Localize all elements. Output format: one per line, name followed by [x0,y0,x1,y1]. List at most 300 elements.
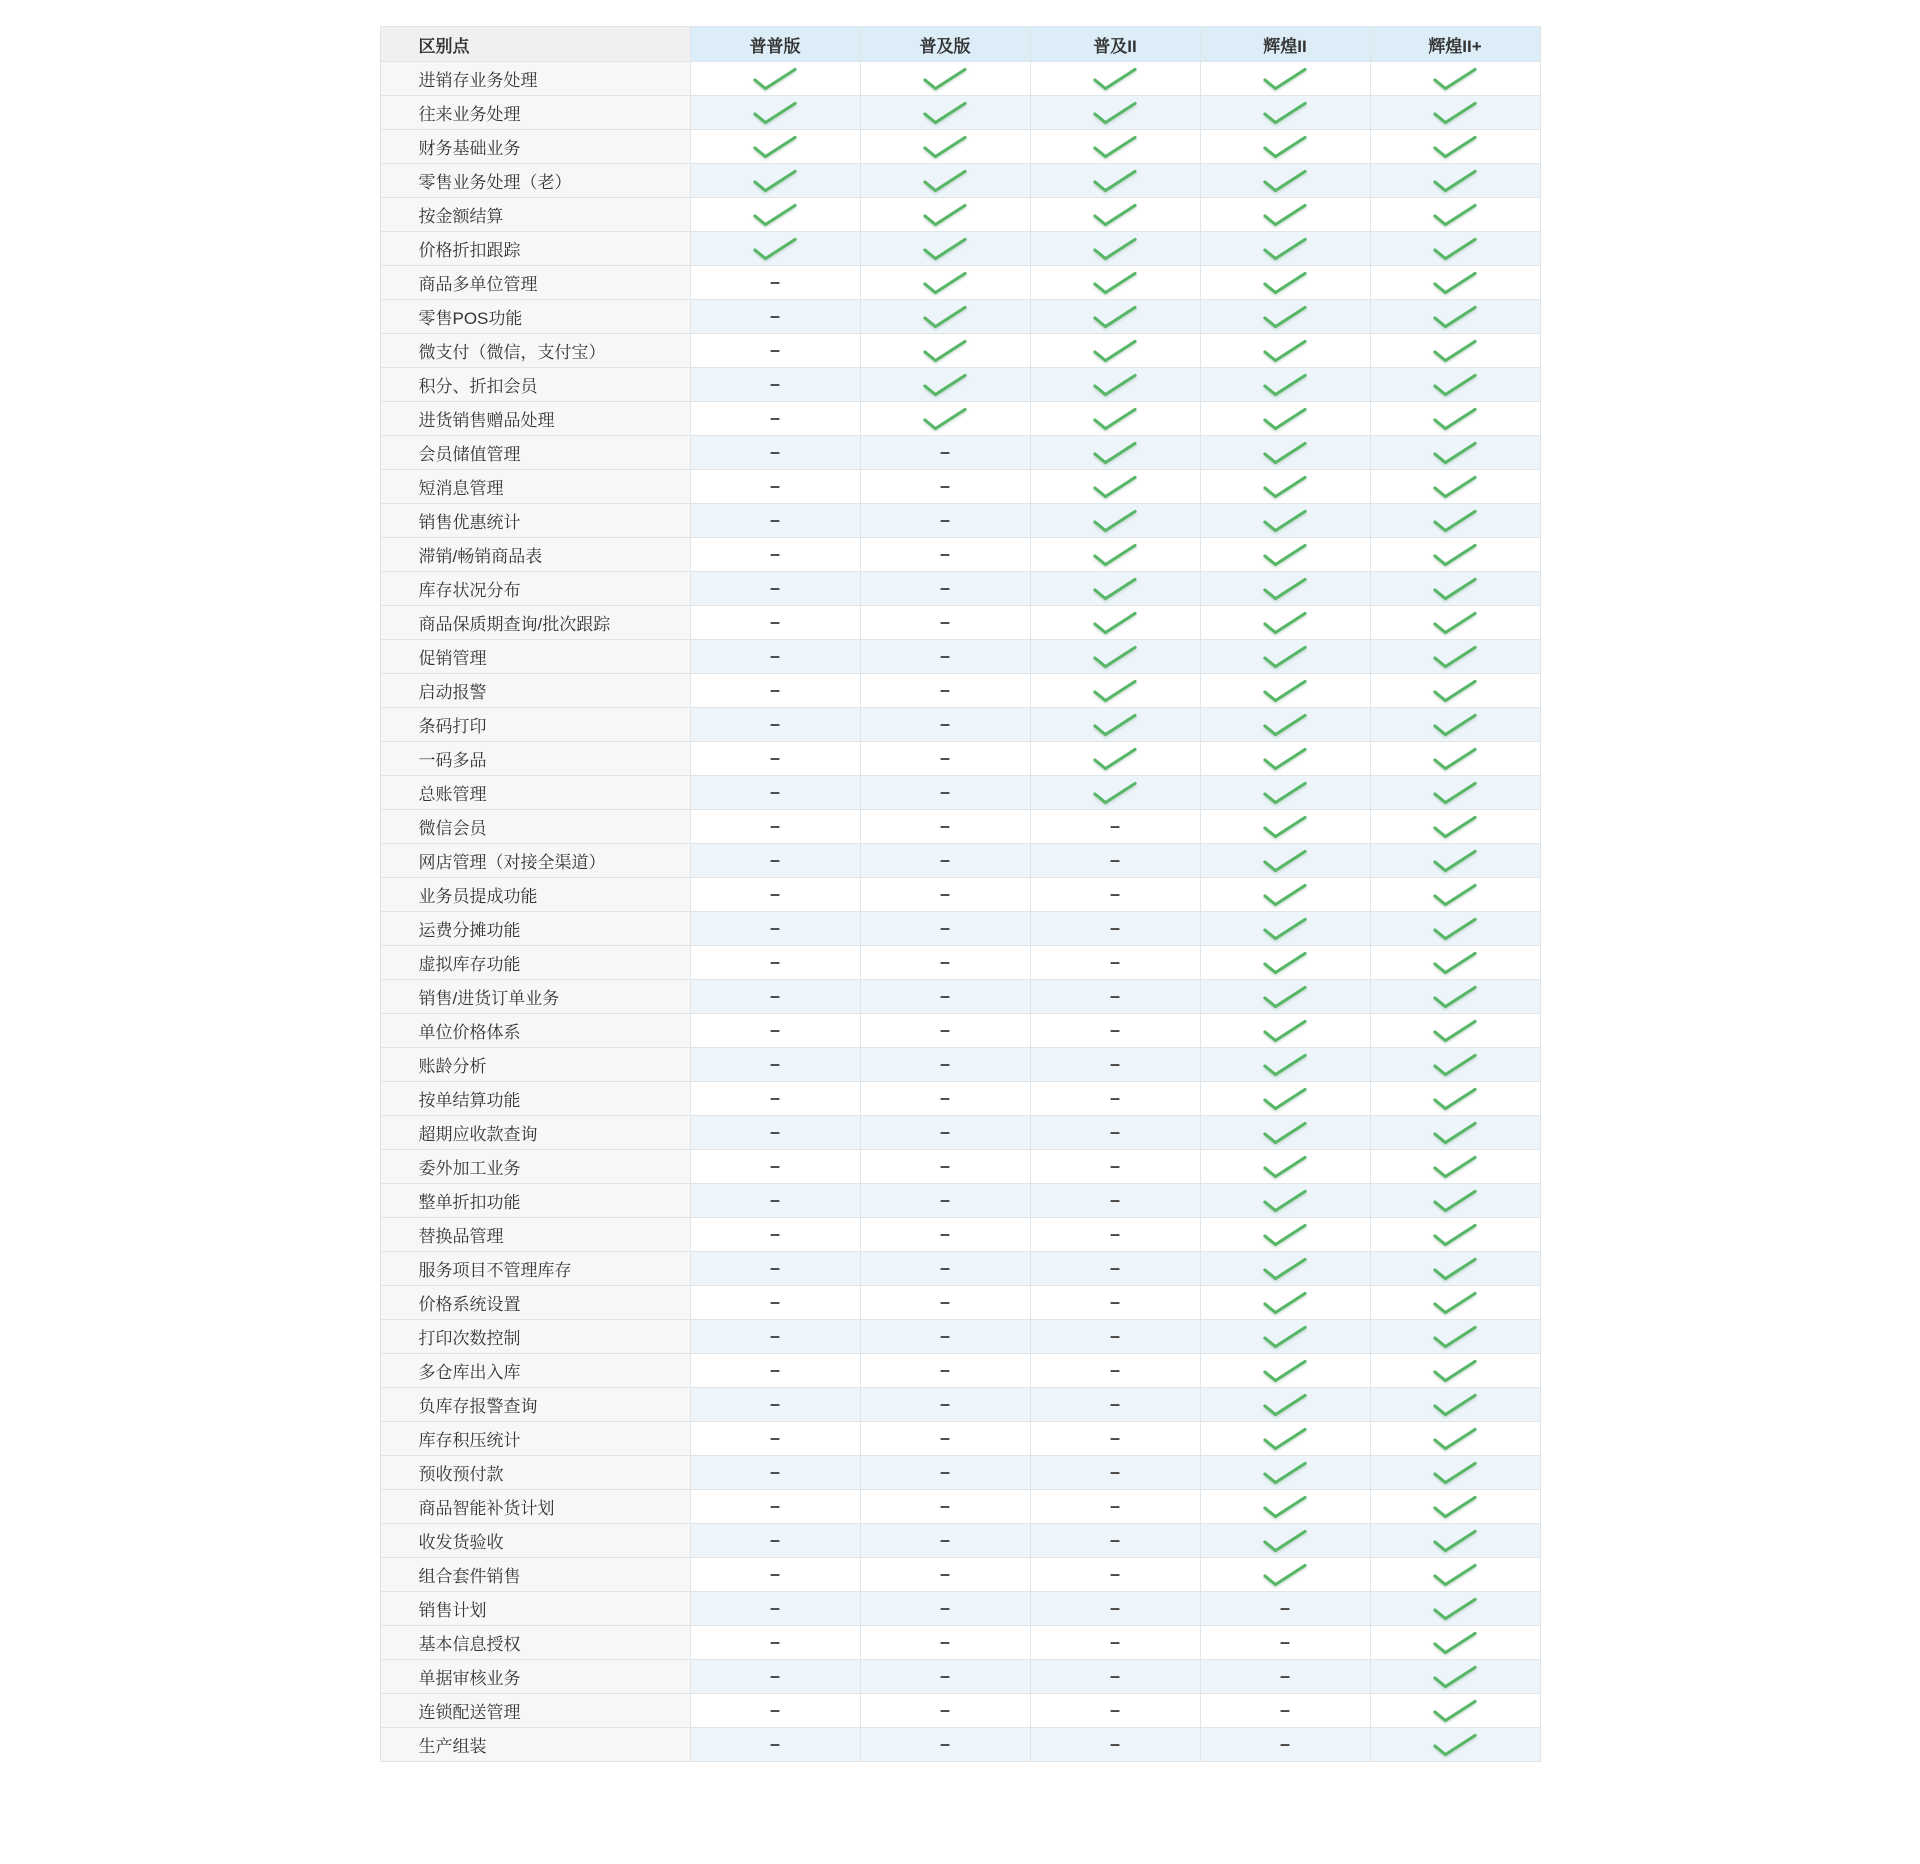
dash-mark: – [769,1596,780,1619]
supported-cell [1030,130,1200,164]
dash-mark: – [769,1562,780,1585]
dash-mark: – [939,1290,950,1313]
dash-mark: – [769,882,780,905]
unsupported-cell [860,1184,1030,1218]
unsupported-cell [860,1524,1030,1558]
supported-cell [1370,1014,1540,1048]
dash-mark: – [1109,1222,1120,1245]
dash-mark: – [1109,1630,1120,1653]
check-icon [1432,1120,1478,1145]
supported-cell [1200,606,1370,640]
unsupported-cell [690,436,860,470]
supported-cell [1030,164,1200,198]
dash-mark: – [769,1086,780,1109]
unsupported-cell [690,1014,860,1048]
table-row [380,266,1540,300]
unsupported-cell [860,946,1030,980]
check-icon [1432,406,1478,431]
supported-cell [1370,878,1540,912]
unsupported-cell [690,1592,860,1626]
supported-cell [1030,572,1200,606]
supported-cell [1370,572,1540,606]
unsupported-cell [1030,1558,1200,1592]
supported-cell [690,198,860,232]
unsupported-cell [690,1320,860,1354]
feature-label: 虚拟库存功能 [380,946,690,980]
unsupported-cell [690,538,860,572]
dash-mark: – [939,508,950,531]
check-icon [1432,1664,1478,1689]
supported-cell [690,130,860,164]
unsupported-cell [860,1320,1030,1354]
column-header-version-4: 辉煌II [1200,27,1370,62]
supported-cell [1370,1150,1540,1184]
unsupported-cell [860,1422,1030,1456]
supported-cell [1200,1490,1370,1524]
check-icon [1262,202,1308,227]
unsupported-cell [690,1252,860,1286]
supported-cell [1200,1354,1370,1388]
table-row [380,436,1540,470]
supported-cell [1370,1218,1540,1252]
check-icon [922,372,968,397]
unsupported-cell [690,1082,860,1116]
check-icon [1092,780,1138,805]
unsupported-cell [860,1286,1030,1320]
supported-cell [860,130,1030,164]
check-icon [1262,1154,1308,1179]
supported-cell [1200,266,1370,300]
supported-cell [1370,1592,1540,1626]
unsupported-cell [690,742,860,776]
dash-mark: – [1109,950,1120,973]
dash-mark: – [939,1494,950,1517]
table-row [380,946,1540,980]
unsupported-cell [860,1388,1030,1422]
unsupported-cell [860,1082,1030,1116]
feature-label: 单据审核业务 [380,1660,690,1694]
check-icon [1262,1494,1308,1519]
table-row [380,1694,1540,1728]
dash-mark: – [1109,1528,1120,1551]
table-row [380,1184,1540,1218]
check-icon [1092,338,1138,363]
unsupported-cell [860,1490,1030,1524]
feature-label: 商品保质期查询/批次跟踪 [380,606,690,640]
feature-label: 销售优惠统计 [380,504,690,538]
unsupported-cell [1030,1456,1200,1490]
feature-label: 打印次数控制 [380,1320,690,1354]
check-icon [922,100,968,125]
feature-label: 收发货验收 [380,1524,690,1558]
column-header-feature: 区别点 [380,27,690,62]
check-icon [1432,1052,1478,1077]
supported-cell [860,164,1030,198]
supported-cell [1200,334,1370,368]
feature-label: 库存状况分布 [380,572,690,606]
dash-mark: – [769,338,780,361]
feature-label: 一码多品 [380,742,690,776]
dash-mark: – [769,542,780,565]
supported-cell [1370,1490,1540,1524]
check-icon [1262,304,1308,329]
check-icon [1432,848,1478,873]
supported-cell [1200,1320,1370,1354]
check-icon [1262,1290,1308,1315]
check-icon [1092,406,1138,431]
supported-cell [1200,96,1370,130]
supported-cell [1370,538,1540,572]
supported-cell [1200,232,1370,266]
unsupported-cell [860,1116,1030,1150]
table-row [380,130,1540,164]
feature-label: 负库存报警查询 [380,1388,690,1422]
check-icon [1432,1460,1478,1485]
table-body [380,62,1540,1762]
supported-cell [1370,62,1540,96]
table-header [380,27,1540,62]
dash-mark: – [1109,1256,1120,1279]
table-row [380,368,1540,402]
dash-mark: – [769,406,780,429]
check-icon [1092,576,1138,601]
check-icon [1092,270,1138,295]
check-icon [1432,916,1478,941]
dash-mark: – [939,576,950,599]
supported-cell [860,198,1030,232]
check-icon [1262,576,1308,601]
check-icon [1432,644,1478,669]
dash-mark: – [769,712,780,735]
dash-mark: – [939,712,950,735]
supported-cell [1200,164,1370,198]
unsupported-cell [690,300,860,334]
dash-mark: – [939,1222,950,1245]
feature-label: 业务员提成功能 [380,878,690,912]
supported-cell [1370,334,1540,368]
table-row [380,1150,1540,1184]
supported-cell [1370,1456,1540,1490]
check-icon [1432,1596,1478,1621]
check-icon [1262,1086,1308,1111]
supported-cell [1370,1082,1540,1116]
unsupported-cell [860,538,1030,572]
dash-mark: – [1279,1596,1290,1619]
check-icon [1432,1698,1478,1723]
unsupported-cell [1030,1048,1200,1082]
unsupported-cell [1030,1082,1200,1116]
dash-mark: – [939,916,950,939]
unsupported-cell [690,1728,860,1762]
check-icon [1262,168,1308,193]
unsupported-cell [1200,1728,1370,1762]
check-icon [1262,610,1308,635]
supported-cell [1200,1082,1370,1116]
dash-mark: – [769,1392,780,1415]
dash-mark: – [769,644,780,667]
dash-mark: – [1109,1154,1120,1177]
table-row [380,96,1540,130]
dash-mark: – [1109,1358,1120,1381]
supported-cell [1030,606,1200,640]
supported-cell [1370,1320,1540,1354]
check-icon [1432,202,1478,227]
unsupported-cell [690,810,860,844]
supported-cell [690,62,860,96]
dash-mark: – [1109,1188,1120,1211]
dash-mark: – [769,746,780,769]
check-icon [922,202,968,227]
dash-mark: – [1109,1562,1120,1585]
dash-mark: – [769,984,780,1007]
unsupported-cell [690,640,860,674]
check-icon [1432,100,1478,125]
check-icon [1432,882,1478,907]
dash-mark: – [939,814,950,837]
feature-label: 进销存业务处理 [380,62,690,96]
check-icon [1432,1392,1478,1417]
unsupported-cell [1030,1184,1200,1218]
table-row [380,1320,1540,1354]
supported-cell [1200,538,1370,572]
dash-mark: – [939,1596,950,1619]
unsupported-cell [690,1524,860,1558]
dash-mark: – [939,848,950,871]
feature-label: 连锁配送管理 [380,1694,690,1728]
unsupported-cell [1030,1626,1200,1660]
unsupported-cell [1200,1660,1370,1694]
unsupported-cell [690,980,860,1014]
supported-cell [1370,674,1540,708]
feature-label: 按金额结算 [380,198,690,232]
feature-label: 网店管理（对接全渠道） [380,844,690,878]
table-row [380,1354,1540,1388]
supported-cell [1370,1116,1540,1150]
supported-cell [1370,606,1540,640]
supported-cell [1200,504,1370,538]
supported-cell [1200,1558,1370,1592]
supported-cell [1030,674,1200,708]
check-icon [1262,950,1308,975]
check-icon [1092,678,1138,703]
unsupported-cell [1030,1354,1200,1388]
check-icon [1432,1222,1478,1247]
check-icon [1432,746,1478,771]
feature-label: 替换品管理 [380,1218,690,1252]
check-icon [1262,1358,1308,1383]
supported-cell [1370,810,1540,844]
table-row [380,742,1540,776]
check-icon [1432,984,1478,1009]
dash-mark: – [939,1256,950,1279]
dash-mark: – [939,644,950,667]
dash-mark: – [939,542,950,565]
dash-mark: – [769,1222,780,1245]
dash-mark: – [939,1324,950,1347]
supported-cell [1370,232,1540,266]
dash-mark: – [1109,1392,1120,1415]
unsupported-cell [1030,1524,1200,1558]
check-icon [1432,66,1478,91]
supported-cell [1200,300,1370,334]
unsupported-cell [690,402,860,436]
supported-cell [860,62,1030,96]
dash-mark: – [939,1426,950,1449]
feature-label: 零售业务处理（老） [380,164,690,198]
check-icon [1432,508,1478,533]
dash-mark: – [1109,1324,1120,1347]
unsupported-cell [690,1694,860,1728]
check-icon [752,202,798,227]
table-row [380,1218,1540,1252]
unsupported-cell [690,1422,860,1456]
supported-cell [690,232,860,266]
supported-cell [1200,198,1370,232]
supported-cell [1370,1524,1540,1558]
feature-label: 积分、折扣会员 [380,368,690,402]
dash-mark: – [939,1392,950,1415]
check-icon [922,66,968,91]
supported-cell [1030,96,1200,130]
supported-cell [1370,1252,1540,1286]
feature-label: 促销管理 [380,640,690,674]
supported-cell [1200,844,1370,878]
table-row [380,164,1540,198]
table-row [380,1490,1540,1524]
check-icon [1432,610,1478,635]
supported-cell [860,368,1030,402]
supported-cell [860,232,1030,266]
feature-label: 往来业务处理 [380,96,690,130]
unsupported-cell [1030,980,1200,1014]
check-icon [1432,542,1478,567]
dash-mark: – [769,474,780,497]
check-icon [1432,338,1478,363]
dash-mark: – [769,1426,780,1449]
check-icon [1262,678,1308,703]
supported-cell [1200,1048,1370,1082]
column-header-version-5: 辉煌II+ [1370,27,1540,62]
unsupported-cell [1030,810,1200,844]
unsupported-cell [690,1048,860,1082]
table-row [380,1116,1540,1150]
dash-mark: – [769,372,780,395]
feature-label: 条码打印 [380,708,690,742]
dash-mark: – [1109,1664,1120,1687]
unsupported-cell [860,674,1030,708]
supported-cell [1030,708,1200,742]
table-row [380,1456,1540,1490]
dash-mark: – [1109,984,1120,1007]
supported-cell [1030,742,1200,776]
check-icon [1432,1290,1478,1315]
dash-mark: – [1109,1086,1120,1109]
table-row [380,1388,1540,1422]
supported-cell [1200,810,1370,844]
dash-mark: – [939,1086,950,1109]
dash-mark: – [1109,916,1120,939]
table-row [380,810,1540,844]
check-icon [1262,134,1308,159]
dash-mark: – [939,1358,950,1381]
dash-mark: – [1279,1732,1290,1755]
supported-cell [1030,198,1200,232]
dash-mark: – [939,1528,950,1551]
unsupported-cell [690,1116,860,1150]
check-icon [1432,168,1478,193]
supported-cell [860,96,1030,130]
check-icon [1432,1256,1478,1281]
check-icon [1262,1052,1308,1077]
unsupported-cell [690,912,860,946]
feature-label: 整单折扣功能 [380,1184,690,1218]
unsupported-cell [860,1150,1030,1184]
dash-mark: – [769,1358,780,1381]
dash-mark: – [769,1324,780,1347]
unsupported-cell [690,572,860,606]
unsupported-cell [1030,1286,1200,1320]
unsupported-cell [690,1218,860,1252]
supported-cell [1370,980,1540,1014]
supported-cell [1200,1286,1370,1320]
check-icon [1262,848,1308,873]
feature-label: 基本信息授权 [380,1626,690,1660]
unsupported-cell [1200,1694,1370,1728]
unsupported-cell [1200,1592,1370,1626]
feature-label: 生产组装 [380,1728,690,1762]
supported-cell [1200,62,1370,96]
unsupported-cell [860,1014,1030,1048]
check-icon [1262,1222,1308,1247]
dash-mark: – [769,1052,780,1075]
check-icon [1262,1018,1308,1043]
supported-cell [1200,1218,1370,1252]
unsupported-cell [690,1558,860,1592]
table-row [380,1082,1540,1116]
check-icon [1262,406,1308,431]
unsupported-cell [860,1252,1030,1286]
check-icon [1262,780,1308,805]
dash-mark: – [769,1460,780,1483]
supported-cell [1200,1524,1370,1558]
check-icon [1262,882,1308,907]
unsupported-cell [1030,1014,1200,1048]
header-row [380,27,1540,62]
unsupported-cell [1030,1218,1200,1252]
unsupported-cell [1200,1626,1370,1660]
table-row [380,844,1540,878]
column-header-version-1: 普普版 [690,27,860,62]
dash-mark: – [769,1664,780,1687]
supported-cell [860,300,1030,334]
check-icon [1432,950,1478,975]
check-icon [1432,304,1478,329]
dash-mark: – [1109,882,1120,905]
supported-cell [1370,368,1540,402]
dash-mark: – [939,1120,950,1143]
dash-mark: – [1109,814,1120,837]
supported-cell [1200,1184,1370,1218]
unsupported-cell [860,1558,1030,1592]
dash-mark: – [1109,1290,1120,1313]
table-row [380,1592,1540,1626]
table-row [380,606,1540,640]
unsupported-cell [1030,1422,1200,1456]
check-icon [1432,814,1478,839]
table-row [380,232,1540,266]
dash-mark: – [939,1460,950,1483]
unsupported-cell [1030,1490,1200,1524]
